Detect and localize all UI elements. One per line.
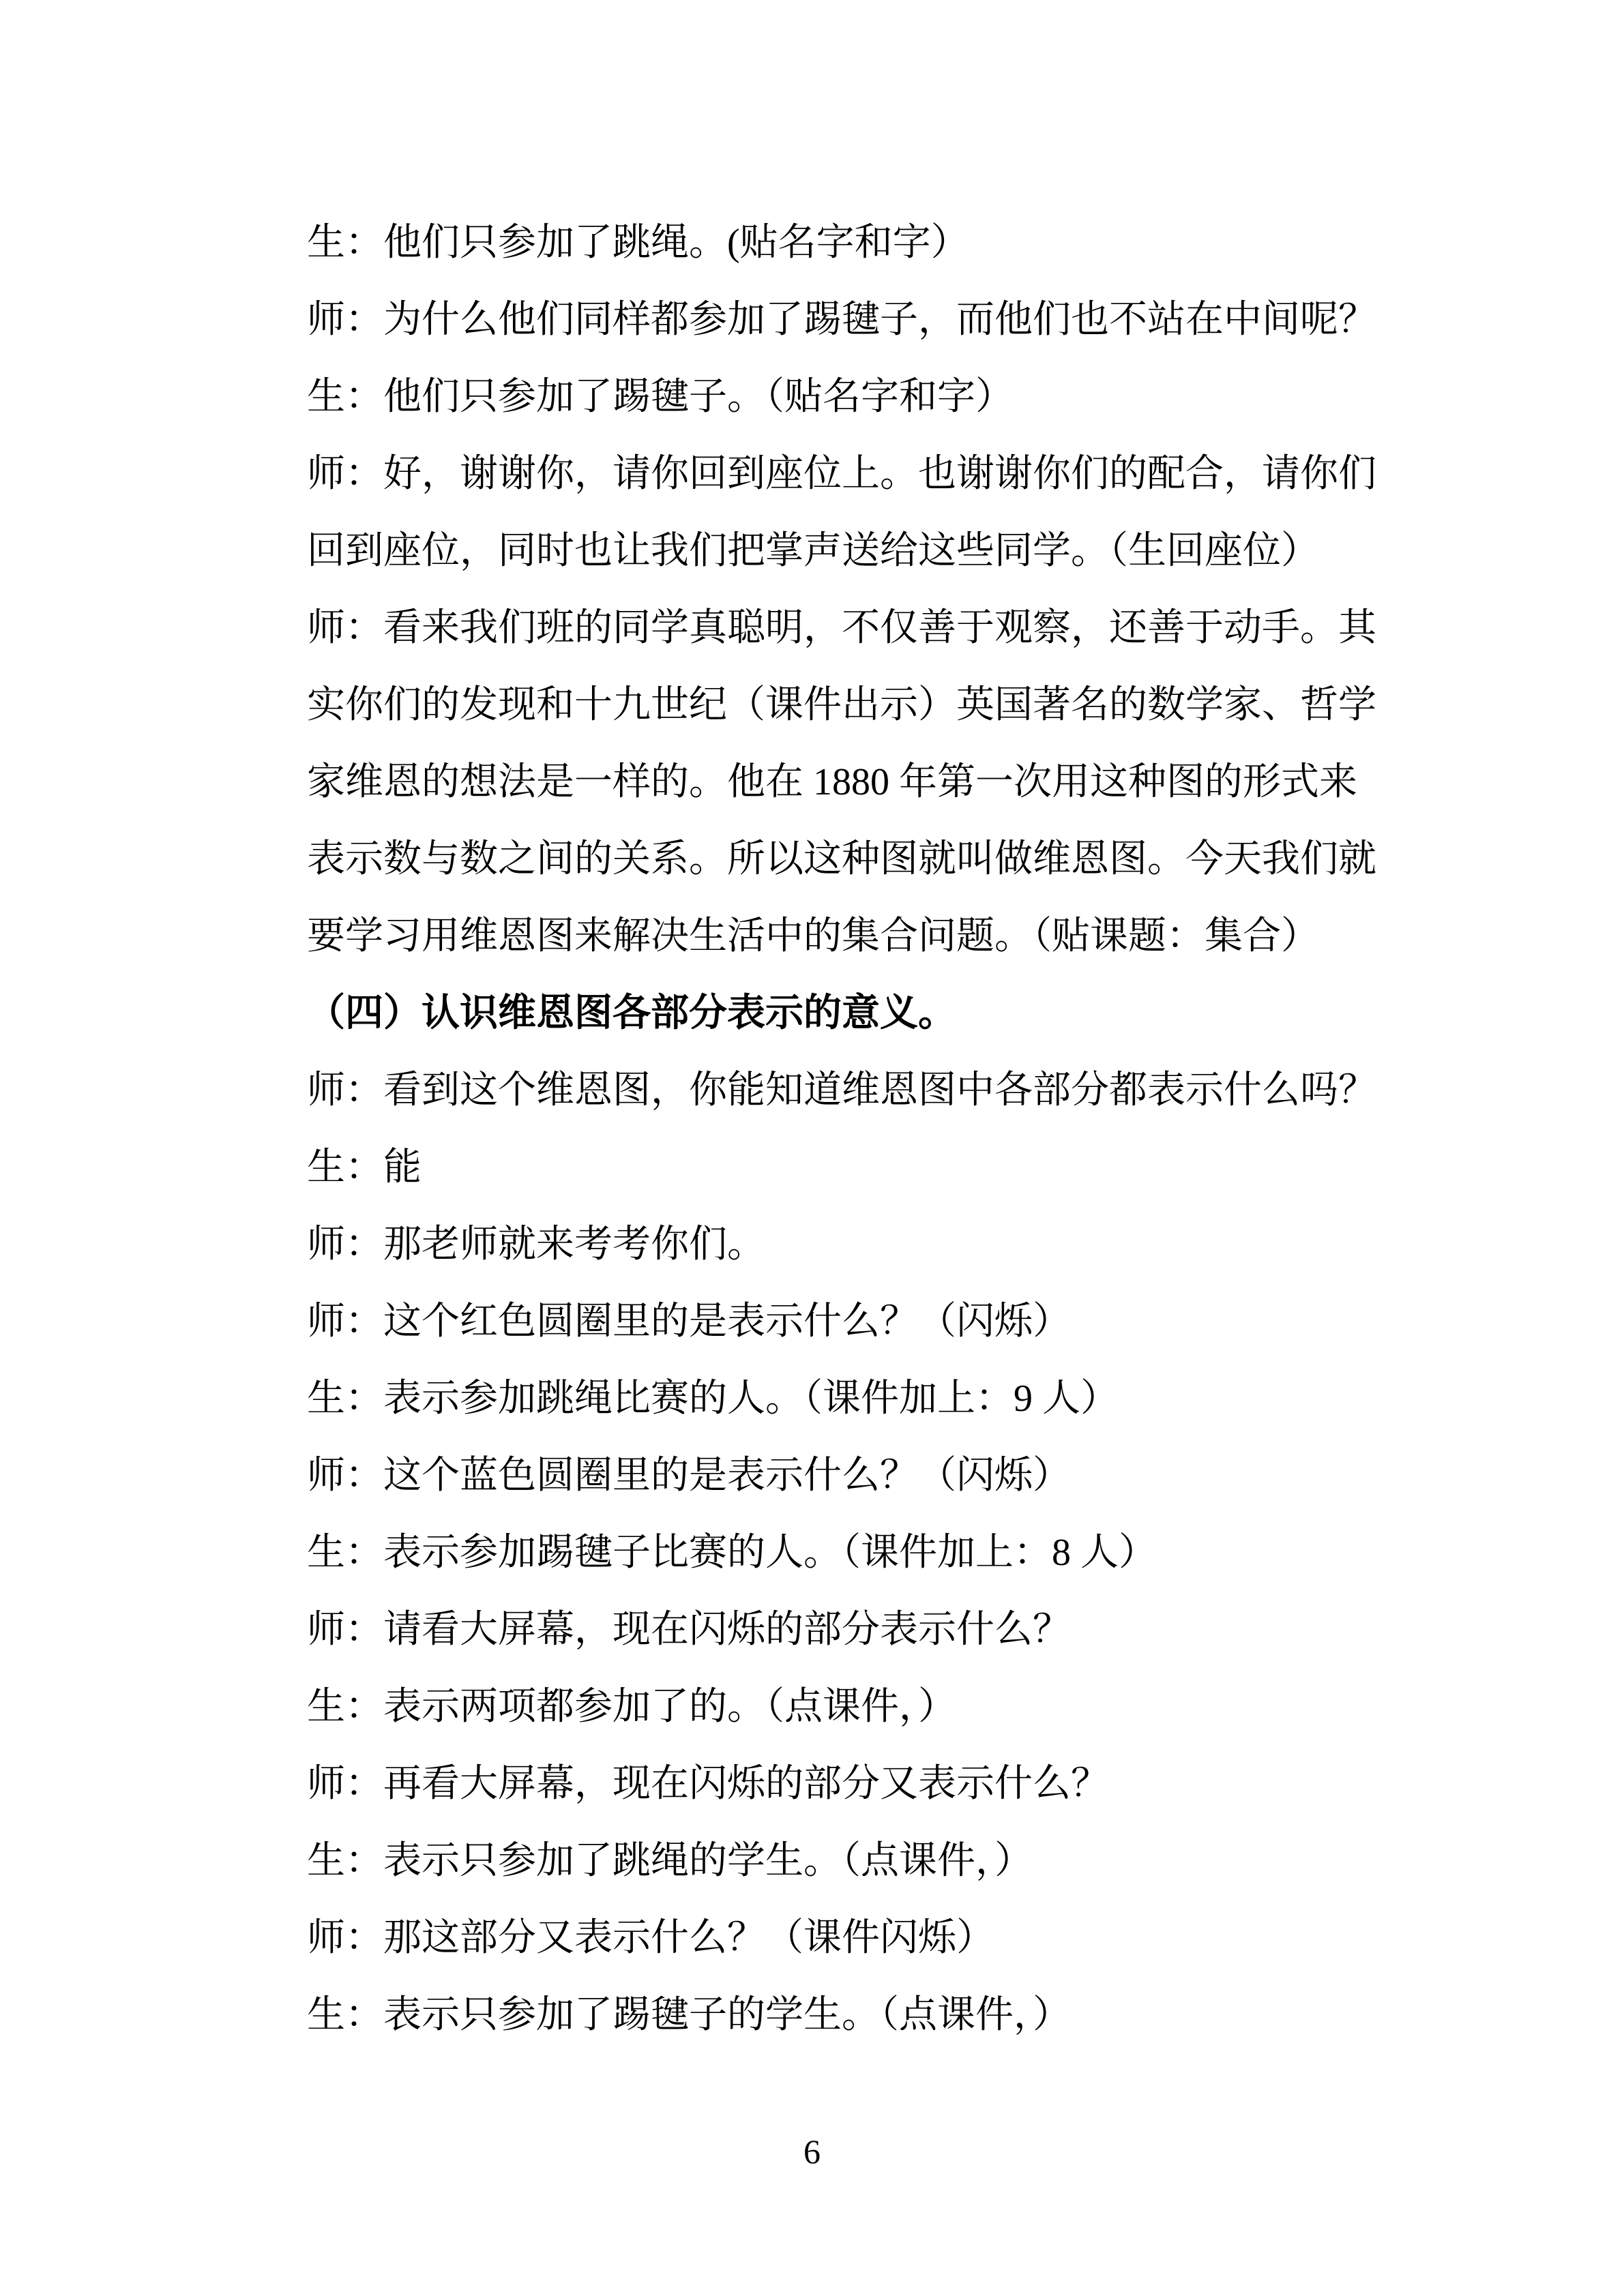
dialogue-line: 师：这个蓝色圆圈里的是表示什么？（闪烁） [307, 1455, 1071, 1497]
dialogue-line: 生：表示参加踢毽子比赛的人。（课件加上：8 人） [307, 1532, 1157, 1574]
dialogue-line: 师：看到这个维恩图，你能知道维恩图中各部分都表示什么吗？ [307, 1069, 1376, 1112]
dialogue-line: 师：看来我们班的同学真聪明，不仅善于观察，还善于动手。其 [307, 607, 1376, 649]
dialogue-line: 生：表示两项都参加了的。（点课件，） [307, 1686, 956, 1728]
dialogue-line: 生：表示只参加了跳绳的学生。（点课件，） [307, 1840, 1033, 1882]
dialogue-line: 实你们的发现和十九世纪（课件出示）英国著名的数学家、哲学 [307, 684, 1376, 726]
dialogue-line: 师：那老师就来考考你们。 [307, 1223, 765, 1266]
dialogue-line: 生：表示参加跳绳比赛的人。（课件加上：9 人） [307, 1377, 1119, 1420]
dialogue-line: 生：他们只参加了跳绳。(贴名字和字） [307, 222, 969, 264]
dialogue-line: 师：再看大屏幕，现在闪烁的部分又表示什么？ [307, 1763, 1109, 1805]
page-number: 6 [803, 2132, 821, 2171]
dialogue-line: 师：为什么他们同样都参加了踢毽子，而他们也不站在中间呢？ [307, 299, 1376, 341]
dialogue-line: 要学习用维恩图来解决生活中的集合问题。（贴课题：集合） [307, 915, 1319, 957]
section-heading: （四）认识维恩图各部分表示的意义。 [307, 992, 956, 1034]
lesson-transcript [307, 205, 1426, 2054]
dialogue-line: 师：好，谢谢你，请你回到座位上。也谢谢你们的配合，请你们 [307, 453, 1376, 495]
dialogue-line: 生：表示只参加了踢毽子的学生。（点课件，） [307, 1994, 1071, 2036]
dialogue-line: 家维恩的想法是一样的。他在 1880 年第一次用这种图的形式来 [307, 761, 1357, 803]
dialogue-line: 生：他们只参加了踢毽子。（贴名字和字） [307, 376, 1014, 418]
dialogue-line: 师：这个红色圆圈里的是表示什么？（闪烁） [307, 1300, 1071, 1343]
dialogue-line: 师：那这部分又表示什么？（课件闪烁） [307, 1917, 994, 1959]
dialogue-line: 表示数与数之间的关系。所以这种图就叫做维恩图。今天我们就 [307, 838, 1376, 880]
dialogue-line: 回到座位，同时也让我们把掌声送给这些同学。（生回座位） [307, 530, 1319, 572]
dialogue-line: 师：请看大屏幕，现在闪烁的部分表示什么？ [307, 1609, 1071, 1651]
dialogue-line: 生：能 [307, 1146, 422, 1189]
